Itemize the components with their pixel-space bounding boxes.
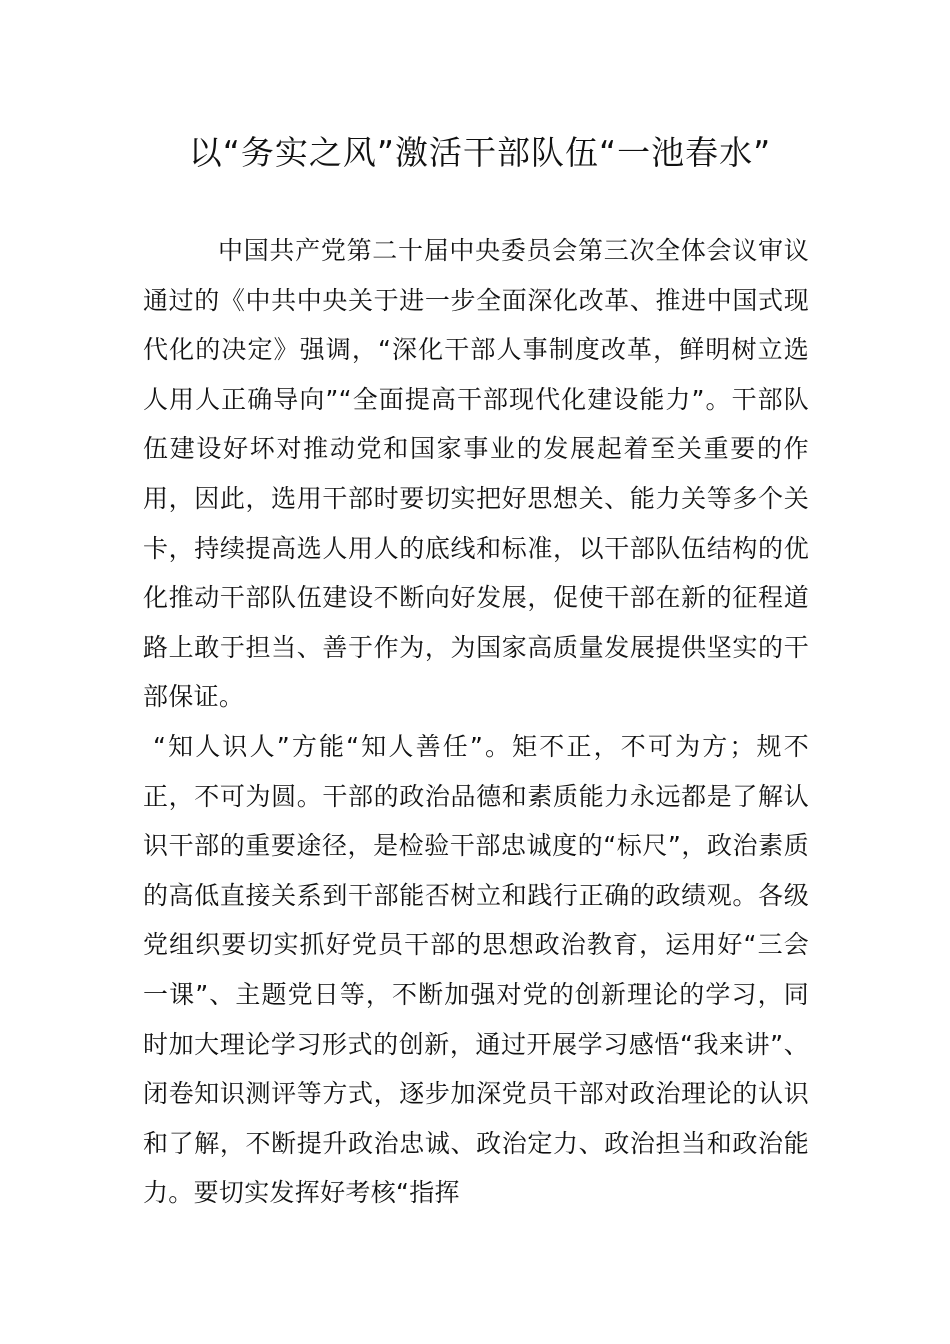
paragraph-2: “知人识人”方能“知人善任”。矩不正，不可为方；规不正，不可为圆。干部的政治品德和素质能力永远都是了解认识干部的重要途径，是检验干部忠诚度的“标尺”，政治素质的高低直接关系到干部能否树立和践行正确的政绩观。各级党组织要切实抓好党员干部的思想政治教育，运用好“三会一课”、主题党日等，不断加强对党的创新理论的学习，同时加大理论学习形式的创新，通过开展学习感悟“我来讲”、闭卷知识测评等方式，逐步加深党员干部对政治理论的认识和了解，不断提升政治忠诚、政治定力、政治担当和政治能力。要切实发挥好考核“指挥 (143, 731, 809, 1208)
document-body (143, 226, 809, 1218)
document-title: 以“务实之风”激活干部队伍“一池春水” (188, 133, 772, 172)
paragraph-1: 中国共产党第二十届中央委员会第三次全体会议审议通过的《中共中央关于进一步全面深化改革、推进中国式现代化的决定》强调，“深化干部人事制度改革，鲜明树立选人用人正确导向”“全面提高干部现代化建设能力”。干部队伍建设好坏对推动党和国家事业的发展起着至关重要的作用，因此，选用干部时要切实把好思想关、能力关等多个关卡，持续提高选人用人的底线和标准，以干部队伍结构的优化推动干部队伍建设不断向好发展，促使干部在新的征程道路上敢于担当、善于作为，为国家高质量发展提供坚实的干部保证。 (143, 236, 809, 712)
